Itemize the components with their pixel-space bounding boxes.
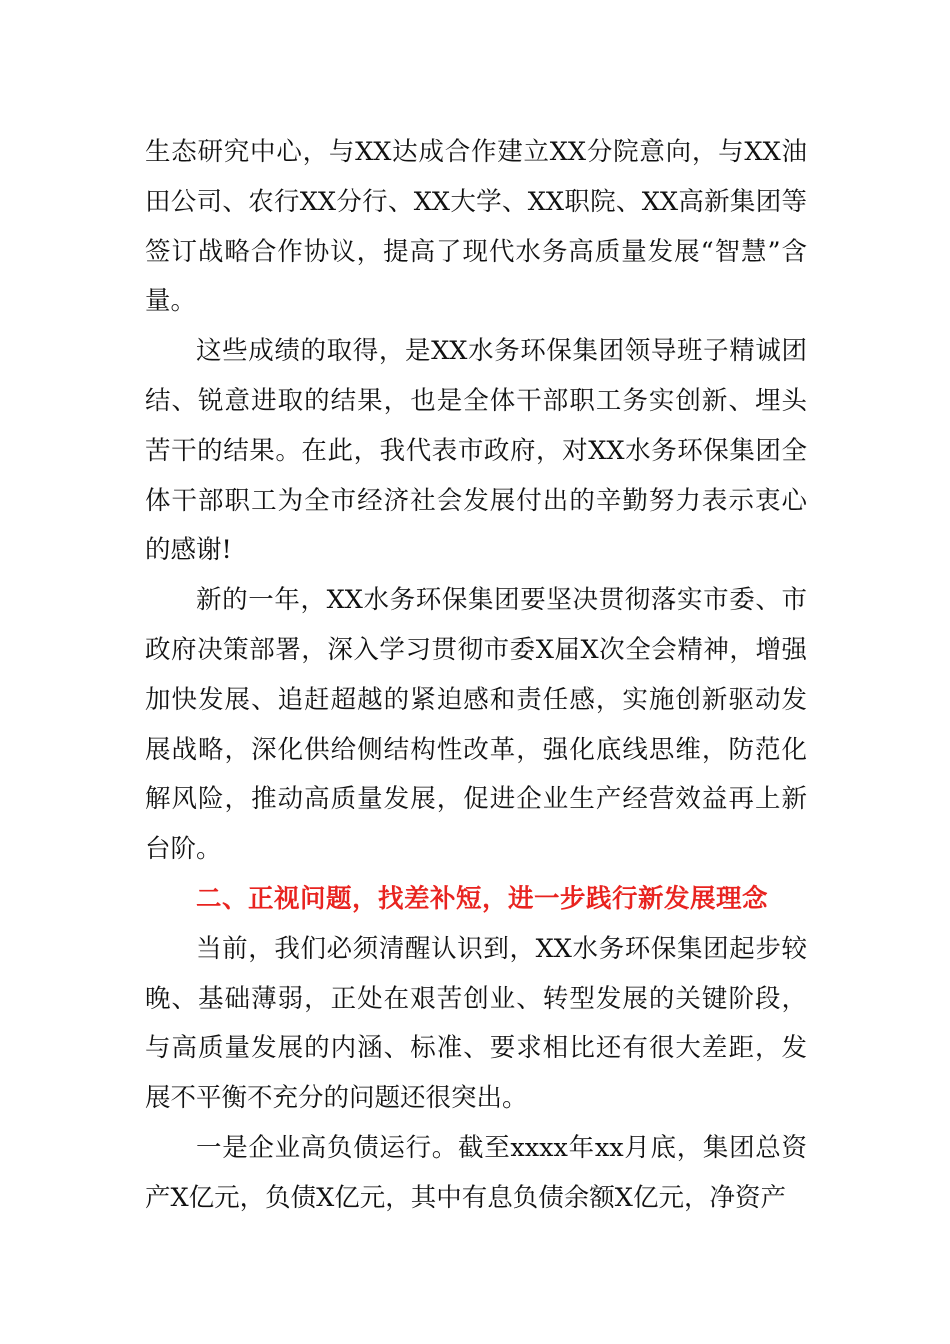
paragraph-high-debt: 一是企业高负债运行。截至xxxx年xx月底，集团总资产X亿元，负债X亿元，其中有息负债余额X亿元，净资产 — [145, 1132, 807, 1213]
paragraph-current-problems: 当前，我们必须清醒认识到，XX水务环保集团起步较晚、基础薄弱，正处在艰苦创业、转型发展的关键阶段，与高质量发展的内涵、标准、要求相比还有很大差距，发展不平衡不充分的问题还很突出。 — [145, 933, 807, 1114]
paragraph-research-cooperation: 生态研究中心，与XX达成合作建立XX分院意向，与XX油田公司、农行XX分行、XX大学、XX职院、XX高新集团等签订战略合作协议，提高了现代水务高质量发展“智慧”含量。 — [145, 137, 807, 317]
paragraph-new-year-goals: 新的一年，XX水务环保集团要坚决贯彻落实市委、市政府决策部署，深入学习贯彻市委X届X次全会精神，增强加快发展、追赶超越的紧迫感和责任感，实施创新驱动发展战略，深化供给侧结构性改革，强化底线思维，防范化解风险，推动高质量发展，促进企业生产经营效益再上新台阶。 — [145, 585, 807, 865]
document-body — [145, 128, 807, 1224]
section-heading: 二、正视问题，找差补短，进一步践行新发展理念 — [196, 883, 769, 914]
paragraph-achievements-thanks: 这些成绩的取得，是XX水务环保集团领导班子精诚团结、锐意进取的结果，也是全体干部职工务实创新、埋头苦干的结果。在此，我代表市政府，对XX水务环保集团全体干部职工为全市经济社会发展付出的辛勤努力表示衷心的感谢! — [145, 336, 807, 566]
